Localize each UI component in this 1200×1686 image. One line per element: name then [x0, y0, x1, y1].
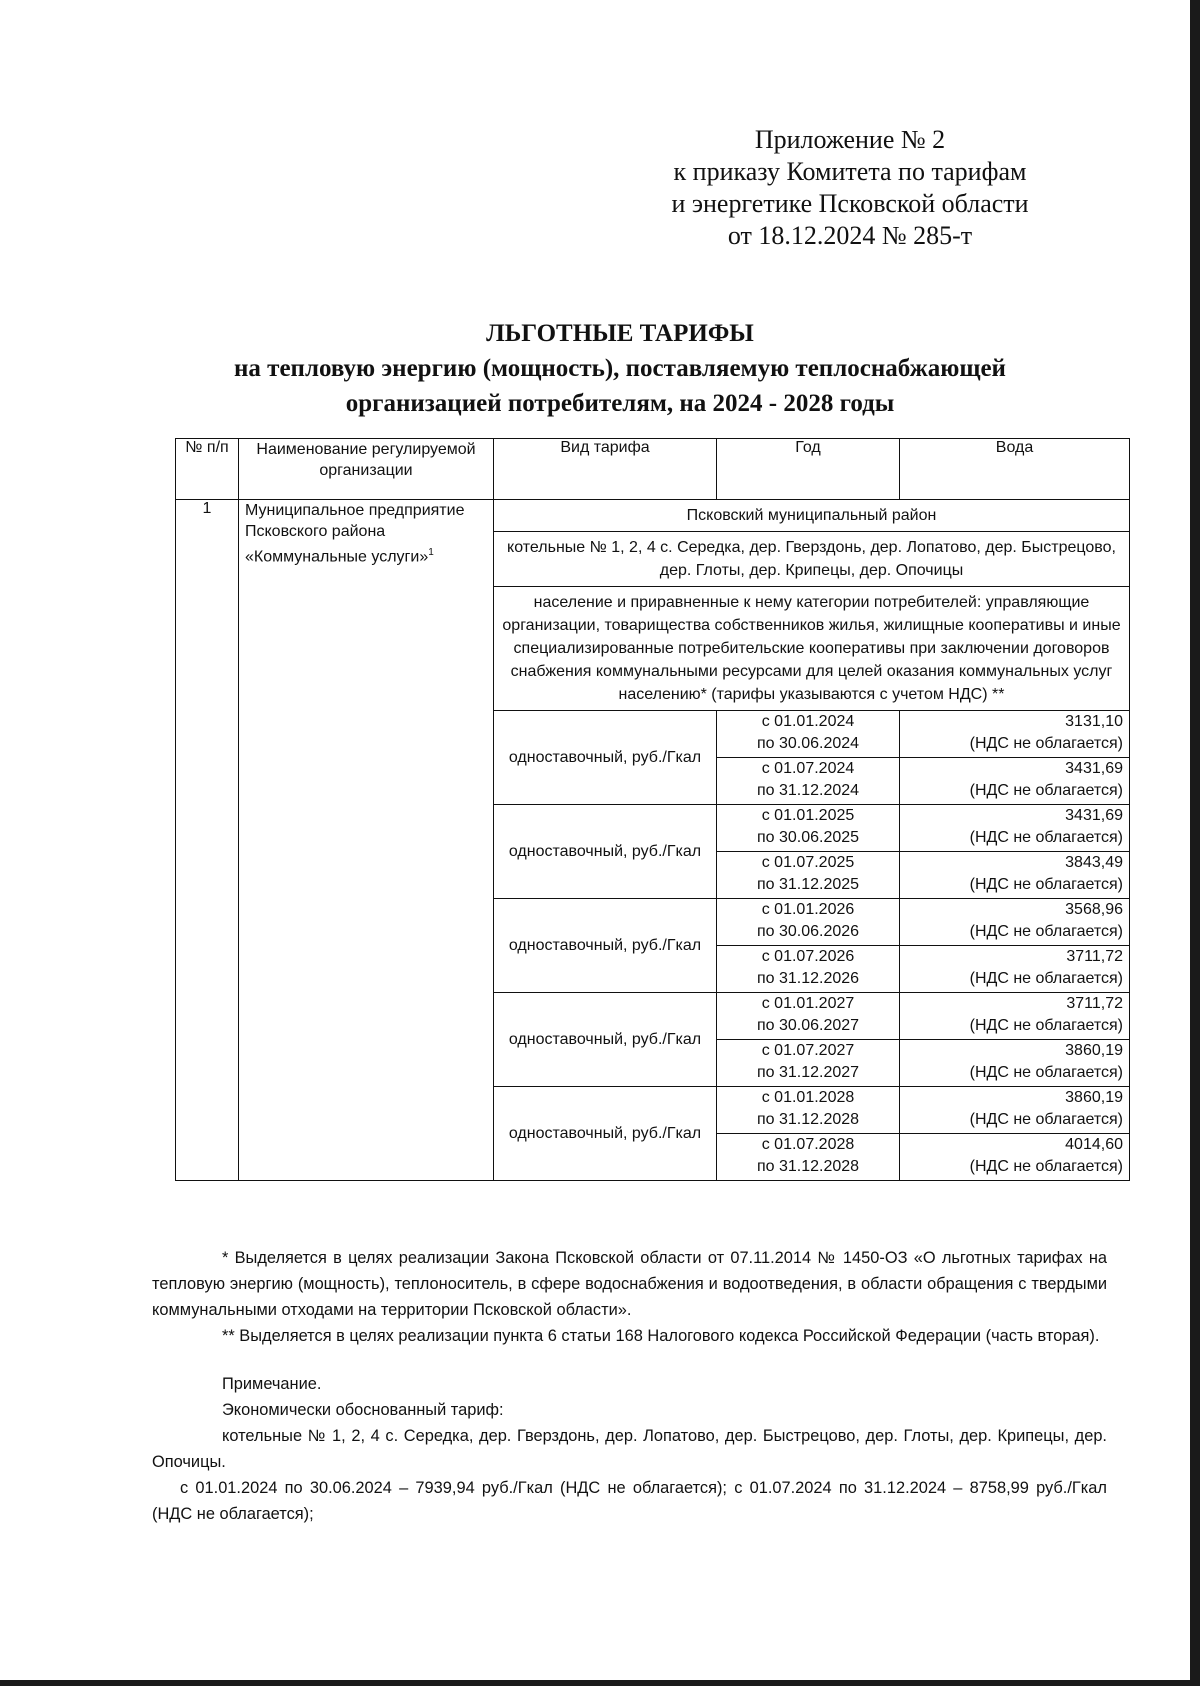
period-from: с 01.07.2027 [761, 1042, 855, 1059]
tariff-value: 3860,19 [1065, 1042, 1123, 1059]
period-to: по 30.06.2025 [756, 829, 860, 846]
period-cell [717, 993, 900, 1040]
value-cell [900, 711, 1130, 758]
value-cell [900, 805, 1130, 852]
tariff-value: 3431,69 [1065, 760, 1123, 777]
period-to: по 31.12.2027 [756, 1064, 860, 1081]
header-water: Вода [900, 439, 1130, 500]
row-number: 1 [176, 500, 239, 1181]
period-cell [717, 899, 900, 946]
value-cell [900, 1134, 1130, 1181]
value-cell [900, 1087, 1130, 1134]
tariff-type-cell: одноставочный, руб./Гкал [494, 1087, 717, 1181]
period-to: по 31.12.2028 [756, 1111, 860, 1128]
consumers-cell: население и приравненные к нему категории потребителей: управляющие организации, товарищества собственников жилья, жилищные кооперативы и иные специализированные потребительские кооперативы при заключении договоров снабжения коммунальными ресурсами для целей оказания коммунальных услуг населению* (тарифы указываются с учетом НДС) ** [494, 587, 1130, 711]
period-cell [717, 1087, 900, 1134]
scan-edge-right [1190, 0, 1200, 1686]
note-line-1: Экономически обоснованный тариф: [222, 1401, 504, 1419]
appendix-order-line: к приказу Комитета по тарифам [673, 157, 1027, 186]
title-line-1: ЛЬГОТНЫЕ ТАРИФЫ [486, 320, 754, 347]
vat-note: (НДС не облагается) [969, 923, 1123, 940]
tariff-value: 3568,96 [1065, 901, 1123, 918]
tariff-value: 3711,72 [1066, 995, 1123, 1012]
period-cell [717, 1134, 900, 1181]
tariff-value: 3431,69 [1065, 807, 1123, 824]
appendix-header [640, 124, 1060, 252]
header-year: Год [717, 439, 900, 500]
period-cell [717, 758, 900, 805]
header-num: № п/п [176, 439, 239, 500]
vat-note: (НДС не облагается) [969, 782, 1123, 799]
tariff-value: 3843,49 [1065, 854, 1123, 871]
period-to: по 31.12.2028 [756, 1158, 860, 1175]
period-from: с 01.01.2027 [761, 995, 855, 1012]
period-to: по 31.12.2024 [756, 782, 860, 799]
note-line-3: с 01.01.2024 по 30.06.2024 – 7939,94 руб./Гкал (НДС не облагается); с 01.07.2024 по 31.12.2024 – 8758,99 руб./Гкал (НДС не облагается); [152, 1479, 1107, 1523]
scan-edge-bottom [0, 1680, 1200, 1686]
vat-note: (НДС не облагается) [969, 1064, 1123, 1081]
header-tariff-type: Вид тарифа [494, 439, 717, 500]
value-cell [900, 946, 1130, 993]
period-from: с 01.01.2025 [761, 807, 855, 824]
period-cell [717, 852, 900, 899]
tariff-type-cell: одноставочный, руб./Гкал [494, 899, 717, 993]
vat-note: (НДС не облагается) [969, 970, 1123, 987]
period-from: с 01.01.2024 [761, 713, 855, 730]
vat-note: (НДС не облагается) [969, 1158, 1123, 1175]
footnotes-section [152, 1245, 1107, 1527]
document-title [150, 316, 1090, 421]
period-to: по 30.06.2024 [756, 735, 860, 752]
period-cell [717, 805, 900, 852]
table-header-row [176, 439, 1130, 500]
note-line-2: котельные № 1, 2, 4 с. Середка, дер. Гверздонь, дер. Лопатово, дер. Быстрецово, дер. Глоты, дер. Крипецы, дер. Опочицы. [152, 1427, 1107, 1471]
title-line-2: на тепловую энергию (мощность), поставляемую теплоснабжающей [234, 355, 1006, 382]
period-to: по 31.12.2026 [756, 970, 860, 987]
value-cell [900, 899, 1130, 946]
vat-note: (НДС не облагается) [969, 735, 1123, 752]
tariff-value: 3131,10 [1065, 713, 1123, 730]
vat-note: (НДС не облагается) [969, 1017, 1123, 1034]
period-from: с 01.07.2026 [761, 948, 855, 965]
period-cell [717, 1040, 900, 1087]
footnote-star-2: ** Выделяется в целях реализации пункта 6 статьи 168 Налогового кодекса Российской Федерации (часть вторая). [222, 1327, 1100, 1345]
org-name-cell [239, 500, 494, 1181]
tariff-type-cell: одноставочный, руб./Гкал [494, 711, 717, 805]
tariff-type-cell: одноставочный, руб./Гкал [494, 993, 717, 1087]
tariff-value: 3711,72 [1066, 948, 1123, 965]
period-from: с 01.07.2025 [761, 854, 855, 871]
vat-note: (НДС не облагается) [969, 829, 1123, 846]
table-row [176, 500, 1130, 532]
vat-note: (НДС не облагается) [969, 1111, 1123, 1128]
value-cell [900, 852, 1130, 899]
appendix-date-line: от 18.12.2024 № 285-т [727, 221, 973, 250]
note-title: Примечание. [222, 1375, 322, 1393]
period-to: по 31.12.2025 [756, 876, 860, 893]
org-name: Муниципальное предприятие Псковского района «Коммунальные услуги» [245, 502, 465, 566]
period-from: с 01.01.2026 [761, 901, 855, 918]
value-cell [900, 993, 1130, 1040]
period-from: с 01.07.2024 [761, 760, 855, 777]
title-line-3: организацией потребителям, на 2024 - 2028 годы [345, 390, 895, 417]
footnote-star-1: * Выделяется в целях реализации Закона Псковской области от 07.11.2014 № 1450-ОЗ «О льготных тарифах на тепловую энергию (мощность), теплоноситель, в сфере водоснабжения и водоотведения, в области обращения с твердыми коммунальными отходами на территории Псковской области». [152, 1249, 1107, 1319]
period-cell [717, 946, 900, 993]
header-org: Наименование регулируемой организации [239, 439, 494, 500]
org-footnote-mark: 1 [428, 547, 434, 558]
period-cell [717, 711, 900, 758]
period-to: по 30.06.2027 [756, 1017, 860, 1034]
value-cell [900, 758, 1130, 805]
period-from: с 01.01.2028 [761, 1089, 855, 1106]
tariff-value: 3860,19 [1065, 1089, 1123, 1106]
tariffs-table [175, 438, 1130, 1181]
period-from: с 01.07.2028 [761, 1136, 855, 1153]
tariff-type-cell: одноставочный, руб./Гкал [494, 805, 717, 899]
tariff-value: 4014,60 [1065, 1136, 1123, 1153]
appendix-committee-line: и энергетике Псковской области [671, 189, 1029, 218]
vat-note: (НДС не облагается) [969, 876, 1123, 893]
appendix-number: Приложение № 2 [754, 125, 946, 154]
value-cell [900, 1040, 1130, 1087]
district-cell: Псковский муниципальный район [494, 500, 1130, 532]
boilers-cell: котельные № 1, 2, 4 с. Середка, дер. Гверздонь, дер. Лопатово, дер. Быстрецово, дер. Глоты, дер. Крипецы, дер. Опочицы [494, 532, 1130, 587]
period-to: по 30.06.2026 [756, 923, 860, 940]
